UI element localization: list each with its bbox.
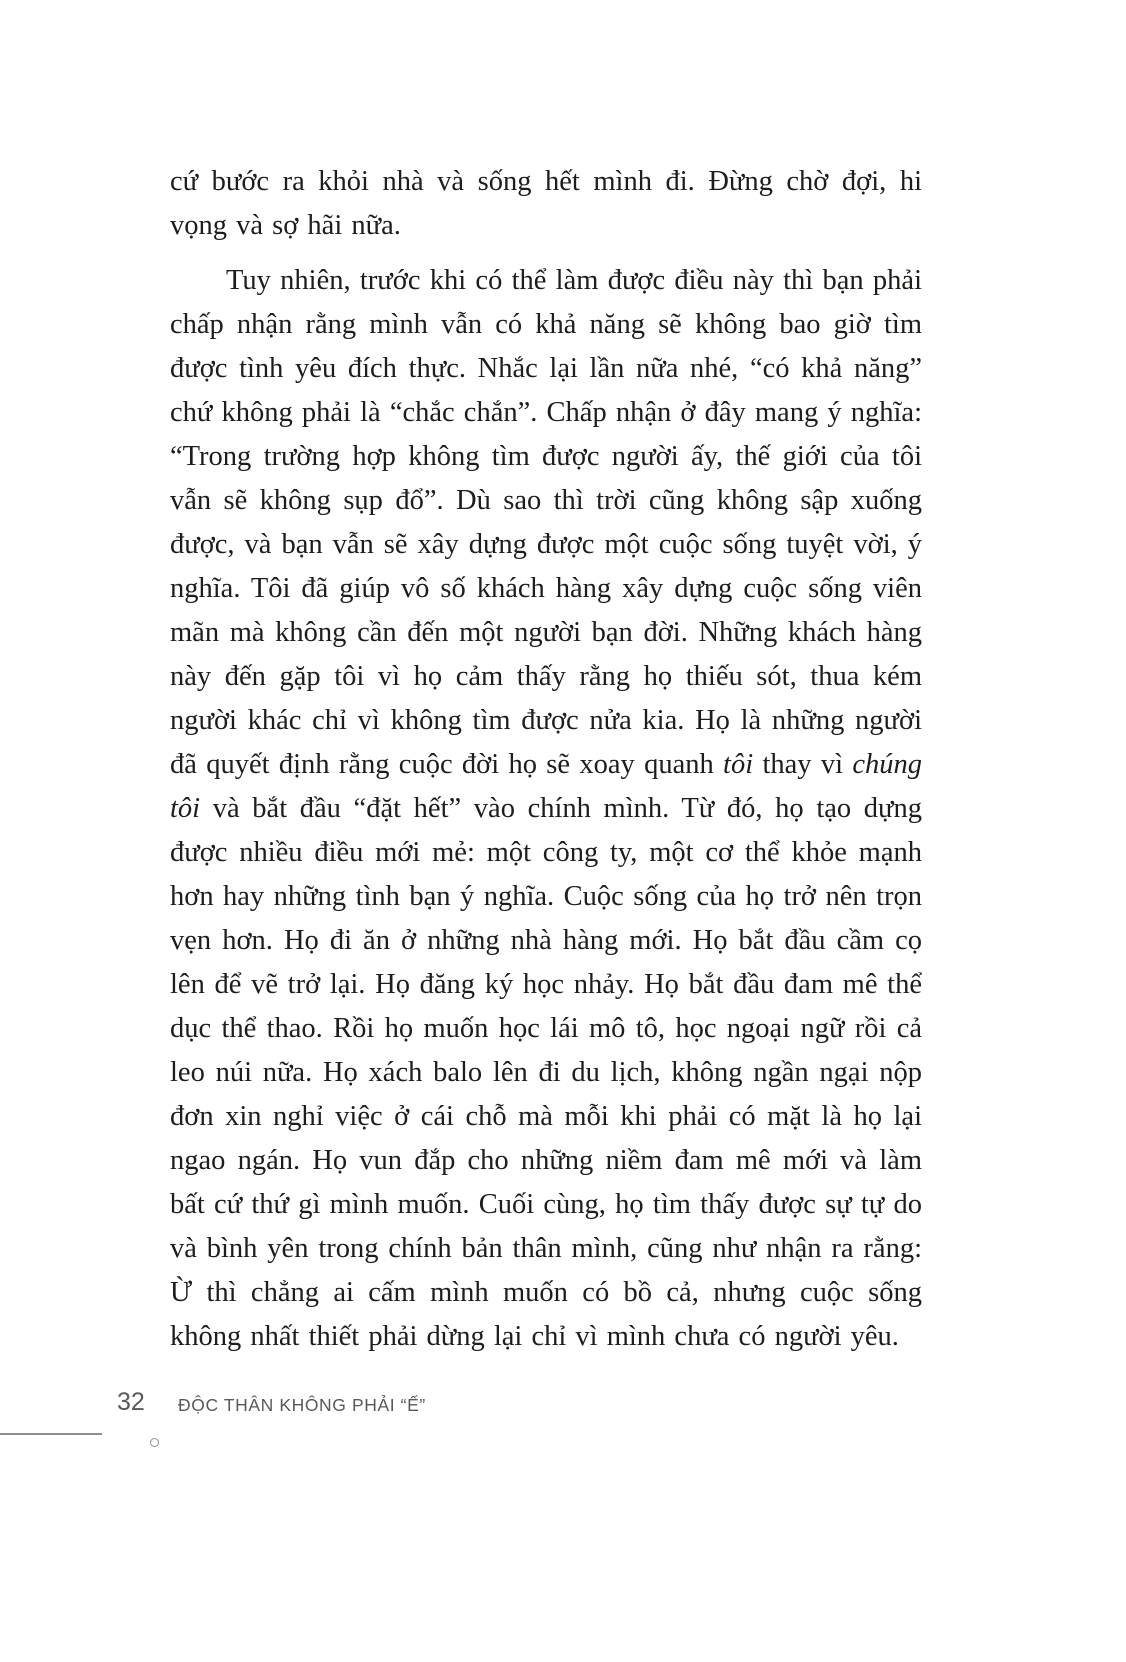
paragraph [170, 160, 922, 248]
italic-text: chúng tôi [170, 749, 922, 824]
footer-book-title: ĐỘC THÂN KHÔNG PHẢI “Ế” [178, 1395, 426, 1415]
page-number: 32 [117, 1388, 145, 1416]
body-text: và bắt đầu “đặt hết” vào chính mình. Từ đó, họ tạo dựng được nhiều điều mới mẻ: một công ty, một cơ thể khỏe mạnh hơn hay những tình bạn ý nghĩa. Cuộc sống của họ trở nên trọn vẹn hơn. Họ đi ăn ở những nhà hàng mới. Họ bắt đầu cầm cọ lên để vẽ trở lại. Họ đăng ký học nhảy. Họ bắt đầu đam mê thể dục thể thao. Rồi họ muốn học lái mô tô, học ngoại ngữ rồi cả leo núi nữa. Họ xách balo lên đi du lịch, không ngần ngại nộp đơn xin nghỉ việc ở cái chỗ mà mỗi khi phải có mặt là họ lại ngao ngán. Họ vun đắp cho những niềm đam mê mới và làm bất cứ thứ gì mình muốn. Cuối cùng, họ tìm thấy được sự tự do và bình yên trong chính bản thân mình, cũng như nhận ra rằng: Ừ thì chẳng ai cấm mình muốn có bồ cả, nhưng cuộc sống không nhất thiết phải dừng lại chỉ vì mình chưa có người yêu. [170, 793, 922, 1352]
italic-text: tôi [723, 749, 754, 780]
text-block [170, 160, 922, 1359]
body-text: thay vì [753, 749, 853, 780]
paragraph [170, 259, 922, 1359]
body-text: Tuy nhiên, trước khi có thể làm được điều này thì bạn phải chấp nhận rằng mình vẫn có khả năng sẽ không bao giờ tìm được tình yêu đích thực. Nhắc lại lần nữa nhé, “có khả năng” chứ không phải là “chắc chắn”. Chấp nhận ở đây mang ý nghĩa: “Trong trường hợp không tìm được người ấy, thế giới của tôi vẫn sẽ không sụp đổ”. Dù sao thì trời cũng không sập xuống được, và bạn vẫn sẽ xây dựng được một cuộc sống tuyệt vời, ý nghĩa. Tôi đã giúp vô số khách hàng xây dựng cuộc sống viên mãn mà không cần đến một người bạn đời. Những khách hàng này đến gặp tôi vì họ cảm thấy rằng họ thiếu sót, thua kém người khác chỉ vì không tìm được nửa kia. Họ là những người đã quyết định rằng cuộc đời họ sẽ xoay quanh [170, 265, 922, 780]
page-footer [0, 1386, 1126, 1466]
footer-rule [0, 1433, 102, 1435]
footer-ring-ornament [150, 1438, 159, 1447]
body-text: cứ bước ra khỏi nhà và sống hết mình đi. Đừng chờ đợi, hi vọng và sợ hãi nữa. [170, 166, 922, 241]
